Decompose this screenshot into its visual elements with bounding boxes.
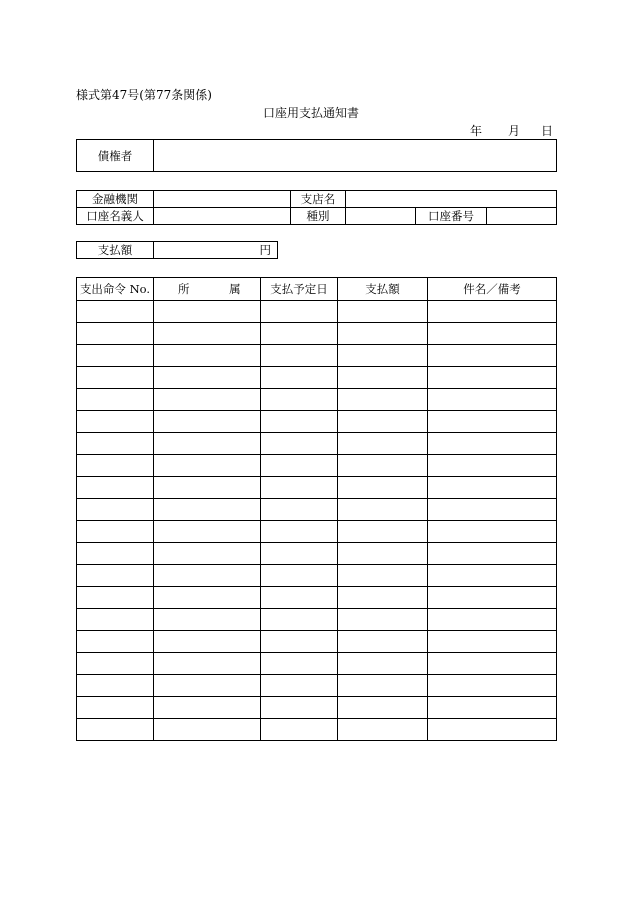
date-month-label: 月 xyxy=(508,124,521,138)
amount-cell[interactable] xyxy=(338,587,428,609)
bank-branch-field[interactable] xyxy=(346,191,557,208)
scheduled-date-cell[interactable] xyxy=(261,631,338,653)
order-no-cell[interactable] xyxy=(77,433,154,455)
remarks-cell[interactable] xyxy=(428,587,557,609)
scheduled-date-cell[interactable] xyxy=(261,455,338,477)
header-order-no: 支出命令 No. xyxy=(77,278,154,301)
amount-cell[interactable] xyxy=(338,697,428,719)
account-type-label: 種別 xyxy=(291,208,346,225)
order-no-cell[interactable] xyxy=(77,477,154,499)
table-row xyxy=(77,719,557,741)
amount-cell[interactable] xyxy=(338,301,428,323)
remarks-cell[interactable] xyxy=(428,653,557,675)
detail-rows xyxy=(77,301,557,741)
amount-cell[interactable] xyxy=(338,455,428,477)
order-no-cell[interactable] xyxy=(77,653,154,675)
amount-cell[interactable] xyxy=(338,411,428,433)
remarks-cell[interactable] xyxy=(428,675,557,697)
remarks-cell[interactable] xyxy=(428,455,557,477)
table-row xyxy=(77,697,557,719)
order-no-cell[interactable] xyxy=(77,587,154,609)
department-cell[interactable] xyxy=(154,521,261,543)
department-cell[interactable] xyxy=(154,433,261,455)
remarks-cell[interactable] xyxy=(428,411,557,433)
table-row xyxy=(77,389,557,411)
order-no-cell[interactable] xyxy=(77,631,154,653)
table-row xyxy=(77,499,557,521)
header-department xyxy=(154,278,261,301)
table-row xyxy=(77,345,557,367)
amount-cell[interactable] xyxy=(338,565,428,587)
table-row xyxy=(77,477,557,499)
table-row xyxy=(77,631,557,653)
order-no-cell[interactable] xyxy=(77,697,154,719)
bank-institution-field[interactable] xyxy=(154,191,291,208)
account-number-field[interactable] xyxy=(486,208,556,225)
table-row xyxy=(77,455,557,477)
amount-cell[interactable] xyxy=(338,367,428,389)
scheduled-date-cell[interactable] xyxy=(261,565,338,587)
scheduled-date-cell[interactable] xyxy=(261,433,338,455)
account-type-field[interactable] xyxy=(346,208,416,225)
department-cell[interactable] xyxy=(154,653,261,675)
remarks-cell[interactable] xyxy=(428,609,557,631)
scheduled-date-cell[interactable] xyxy=(261,389,338,411)
amount-cell[interactable] xyxy=(338,323,428,345)
remarks-cell[interactable] xyxy=(428,323,557,345)
department-cell[interactable] xyxy=(154,477,261,499)
order-no-cell[interactable] xyxy=(77,323,154,345)
order-no-cell[interactable] xyxy=(77,411,154,433)
remarks-cell[interactable] xyxy=(428,389,557,411)
scheduled-date-cell[interactable] xyxy=(261,301,338,323)
table-row xyxy=(77,565,557,587)
table-row xyxy=(77,675,557,697)
order-no-cell[interactable] xyxy=(77,675,154,697)
department-cell[interactable] xyxy=(154,411,261,433)
account-number-label: 口座番号 xyxy=(416,208,486,225)
amount-cell[interactable] xyxy=(338,719,428,741)
order-no-cell[interactable] xyxy=(77,499,154,521)
header-department-char-2: 属 xyxy=(229,282,241,296)
amount-cell[interactable] xyxy=(338,433,428,455)
department-cell[interactable] xyxy=(154,455,261,477)
department-cell[interactable] xyxy=(154,565,261,587)
scheduled-date-cell[interactable] xyxy=(261,521,338,543)
bank-info-table xyxy=(76,190,557,225)
creditor-field[interactable] xyxy=(154,140,557,172)
scheduled-date-cell[interactable] xyxy=(261,719,338,741)
bank-institution-label: 金融機関 xyxy=(77,191,154,208)
document-title: 口座用支払通知書 xyxy=(263,106,360,120)
scheduled-date-cell[interactable] xyxy=(261,477,338,499)
table-row xyxy=(77,587,557,609)
payment-amount-field[interactable] xyxy=(154,242,278,259)
amount-cell[interactable] xyxy=(338,653,428,675)
amount-cell[interactable] xyxy=(338,543,428,565)
scheduled-date-cell[interactable] xyxy=(261,697,338,719)
department-cell[interactable] xyxy=(154,697,261,719)
amount-cell[interactable] xyxy=(338,631,428,653)
date-day-label: 日 xyxy=(541,124,554,138)
department-cell[interactable] xyxy=(154,675,261,697)
remarks-cell[interactable] xyxy=(428,367,557,389)
scheduled-date-cell[interactable] xyxy=(261,411,338,433)
scheduled-date-cell[interactable] xyxy=(261,499,338,521)
remarks-cell[interactable] xyxy=(428,433,557,455)
table-row xyxy=(77,433,557,455)
department-cell[interactable] xyxy=(154,389,261,411)
order-no-cell[interactable] xyxy=(77,565,154,587)
scheduled-date-cell[interactable] xyxy=(261,367,338,389)
table-row xyxy=(77,411,557,433)
remarks-cell[interactable] xyxy=(428,565,557,587)
table-row xyxy=(77,653,557,675)
order-no-cell[interactable] xyxy=(77,301,154,323)
department-cell[interactable] xyxy=(154,301,261,323)
table-row xyxy=(77,609,557,631)
department-cell[interactable] xyxy=(154,719,261,741)
header-subject-remarks: 件名／備考 xyxy=(428,278,557,301)
order-no-cell[interactable] xyxy=(77,389,154,411)
amount-cell[interactable] xyxy=(338,609,428,631)
payment-amount-table xyxy=(76,241,278,259)
amount-cell[interactable] xyxy=(338,499,428,521)
department-cell[interactable] xyxy=(154,587,261,609)
bank-branch-label: 支店名 xyxy=(291,191,346,208)
order-no-cell[interactable] xyxy=(77,609,154,631)
yen-unit: 円 xyxy=(259,243,271,257)
header-department-char-1: 所 xyxy=(178,282,190,296)
creditor-table xyxy=(76,139,557,172)
scheduled-date-cell[interactable] xyxy=(261,323,338,345)
scheduled-date-cell[interactable] xyxy=(261,543,338,565)
payment-detail-table xyxy=(76,277,557,741)
table-row xyxy=(77,521,557,543)
table-row xyxy=(77,301,557,323)
form-number: 様式第47号(第77条関係) xyxy=(76,88,212,102)
remarks-cell[interactable] xyxy=(428,345,557,367)
order-no-cell[interactable] xyxy=(77,543,154,565)
remarks-cell[interactable] xyxy=(428,499,557,521)
order-no-cell[interactable] xyxy=(77,455,154,477)
date-year-label: 年 xyxy=(470,124,483,138)
amount-cell[interactable] xyxy=(338,345,428,367)
department-cell[interactable] xyxy=(154,345,261,367)
amount-cell[interactable] xyxy=(338,521,428,543)
department-cell[interactable] xyxy=(154,323,261,345)
remarks-cell[interactable] xyxy=(428,521,557,543)
creditor-label: 債権者 xyxy=(77,140,154,172)
header-scheduled-date: 支払予定日 xyxy=(261,278,338,301)
remarks-cell[interactable] xyxy=(428,631,557,653)
order-no-cell[interactable] xyxy=(77,367,154,389)
department-cell[interactable] xyxy=(154,499,261,521)
remarks-cell[interactable] xyxy=(428,543,557,565)
amount-cell[interactable] xyxy=(338,477,428,499)
payment-amount-label: 支払額 xyxy=(77,242,154,259)
department-cell[interactable] xyxy=(154,543,261,565)
remarks-cell[interactable] xyxy=(428,477,557,499)
order-no-cell[interactable] xyxy=(77,521,154,543)
scheduled-date-cell[interactable] xyxy=(261,653,338,675)
remarks-cell[interactable] xyxy=(428,697,557,719)
amount-cell[interactable] xyxy=(338,675,428,697)
department-cell[interactable] xyxy=(154,367,261,389)
scheduled-date-cell[interactable] xyxy=(261,587,338,609)
remarks-cell[interactable] xyxy=(428,719,557,741)
amount-cell[interactable] xyxy=(338,389,428,411)
scheduled-date-cell[interactable] xyxy=(261,609,338,631)
scheduled-date-cell[interactable] xyxy=(261,675,338,697)
table-row xyxy=(77,367,557,389)
table-row xyxy=(77,543,557,565)
header-payment-amount: 支払額 xyxy=(338,278,428,301)
table-row xyxy=(77,323,557,345)
remarks-cell[interactable] xyxy=(428,301,557,323)
department-cell[interactable] xyxy=(154,609,261,631)
department-cell[interactable] xyxy=(154,631,261,653)
scheduled-date-cell[interactable] xyxy=(261,345,338,367)
order-no-cell[interactable] xyxy=(77,719,154,741)
account-holder-label: 口座名義人 xyxy=(77,208,154,225)
account-holder-field[interactable] xyxy=(154,208,291,225)
order-no-cell[interactable] xyxy=(77,345,154,367)
